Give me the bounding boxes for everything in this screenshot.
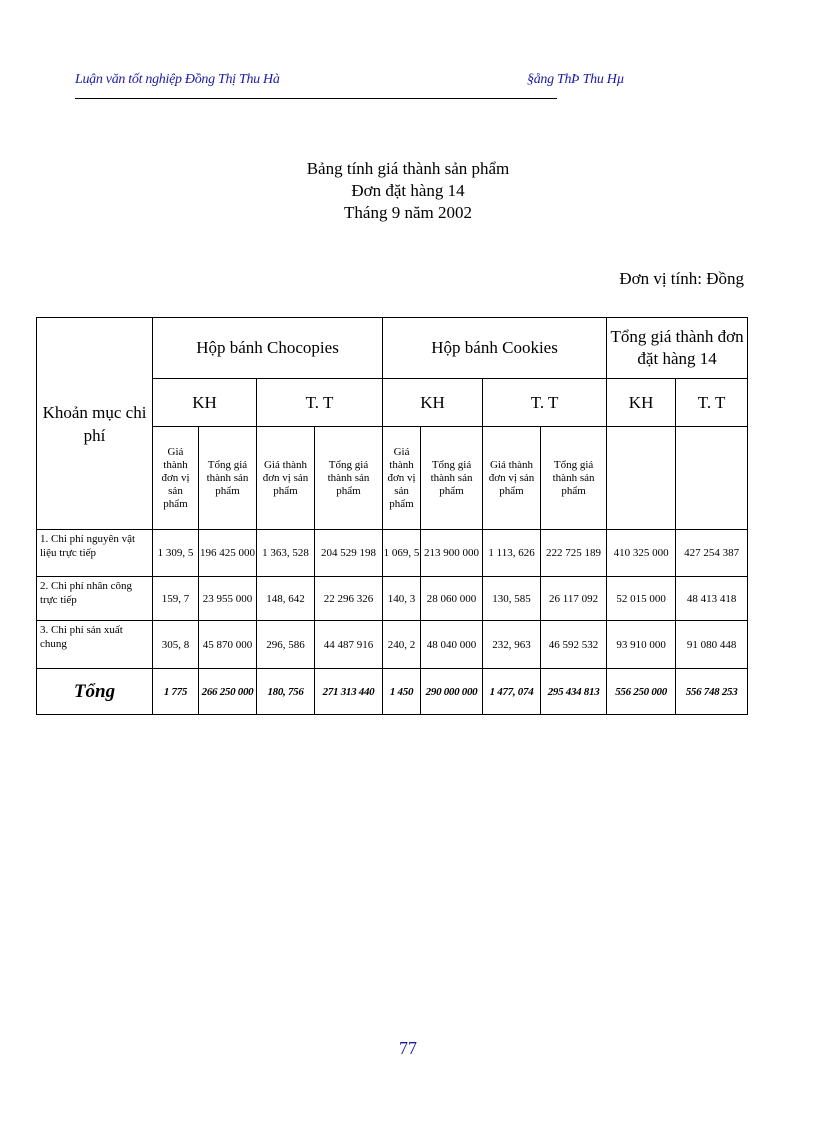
header-left: Luận văn tốt nghiệp Đồng Thị Thu Hà [75, 72, 280, 87]
title-line-3: Tháng 9 năm 2002 [344, 203, 472, 222]
value-cell: 48 040 000 [421, 621, 483, 669]
value-cell: 148, 642 [257, 577, 315, 621]
choco-tt: T. T [257, 379, 383, 427]
row-label: 3. Chi phí sản xuất chung [37, 621, 153, 669]
cookies-kh: KH [383, 379, 483, 427]
cost-table [36, 317, 748, 715]
table-row [37, 577, 748, 621]
value-cell: 232, 963 [483, 621, 541, 669]
total-cell: 290 000 000 [421, 669, 483, 715]
total-cell: 1 450 [383, 669, 421, 715]
value-cell: 23 955 000 [199, 577, 257, 621]
value-cell: 140, 3 [383, 577, 421, 621]
value-cell: 22 296 326 [315, 577, 383, 621]
value-cell: 1 069, 5 [383, 530, 421, 577]
total-label: Tổng [37, 669, 153, 715]
total-row [37, 669, 748, 715]
value-cell: 196 425 000 [199, 530, 257, 577]
total-cell: 295 434 813 [541, 669, 607, 715]
value-cell: 45 870 000 [199, 621, 257, 669]
group-cookies: Hộp bánh Cookies [383, 318, 607, 379]
row-label: 1. Chi phí nguyên vật liệu trực tiếp [37, 530, 153, 577]
total-cell: 1 477, 074 [483, 669, 541, 715]
title-block [0, 158, 816, 224]
value-cell: 296, 586 [257, 621, 315, 669]
total-cell: 180, 756 [257, 669, 315, 715]
value-cell: 46 592 532 [541, 621, 607, 669]
sub-header: Giá thành đơn vị sản phẩm [383, 427, 421, 530]
sub-header: Giá thành đơn vị sản phẩm [257, 427, 315, 530]
row-label: 2. Chi phí nhân công trực tiếp [37, 577, 153, 621]
total-tt: T. T [676, 379, 748, 427]
table-row [37, 621, 748, 669]
value-cell: 1 113, 626 [483, 530, 541, 577]
title-line-2: Đơn đặt hàng 14 [351, 181, 465, 200]
value-cell: 1 363, 528 [257, 530, 315, 577]
value-cell: 1 309, 5 [153, 530, 199, 577]
value-cell: 213 900 000 [421, 530, 483, 577]
value-cell: 240, 2 [383, 621, 421, 669]
sub-header: Tổng giá thành sản phẩm [199, 427, 257, 530]
value-cell: 222 725 189 [541, 530, 607, 577]
sub-header: Giá thành đơn vị sản phẩm [483, 427, 541, 530]
total-cell: 556 748 253 [676, 669, 748, 715]
page-number: 77 [399, 1038, 417, 1058]
value-cell: 28 060 000 [421, 577, 483, 621]
value-cell: 305, 8 [153, 621, 199, 669]
value-cell: 26 117 092 [541, 577, 607, 621]
header-right: §ång ThÞ Thu Hµ [527, 72, 625, 87]
value-cell: 130, 585 [483, 577, 541, 621]
value-cell: 204 529 198 [315, 530, 383, 577]
total-cell: 1 775 [153, 669, 199, 715]
sub-header: Tổng giá thành sản phẩm [541, 427, 607, 530]
value-cell: 44 487 916 [315, 621, 383, 669]
unit-label: Đơn vị tính: Đồng [619, 269, 744, 288]
total-cell: 271 313 440 [315, 669, 383, 715]
group-chocopies: Hộp bánh Chocopies [153, 318, 383, 379]
group-total: Tổng giá thành đơn đặt hàng 14 [607, 318, 748, 379]
value-cell: 427 254 387 [676, 530, 748, 577]
empty-cell [607, 427, 676, 530]
value-cell: 410 325 000 [607, 530, 676, 577]
sub-header: Giá thành đơn vị sản phẩm [153, 427, 199, 530]
total-cell: 556 250 000 [607, 669, 676, 715]
table-row [37, 530, 748, 577]
cookies-tt: T. T [483, 379, 607, 427]
sub-header: Tổng giá thành sản phẩm [421, 427, 483, 530]
value-cell: 159, 7 [153, 577, 199, 621]
sub-header: Tổng giá thành sản phẩm [315, 427, 383, 530]
row-header: Khoản mục chi phí [37, 318, 153, 530]
value-cell: 91 080 448 [676, 621, 748, 669]
value-cell: 52 015 000 [607, 577, 676, 621]
empty-cell [676, 427, 748, 530]
value-cell: 93 910 000 [607, 621, 676, 669]
choco-kh: KH [153, 379, 257, 427]
header-rule [75, 98, 557, 99]
value-cell: 48 413 418 [676, 577, 748, 621]
total-kh: KH [607, 379, 676, 427]
title-line-1: Bảng tính giá thành sản phẩm [306, 159, 510, 178]
total-cell: 266 250 000 [199, 669, 257, 715]
